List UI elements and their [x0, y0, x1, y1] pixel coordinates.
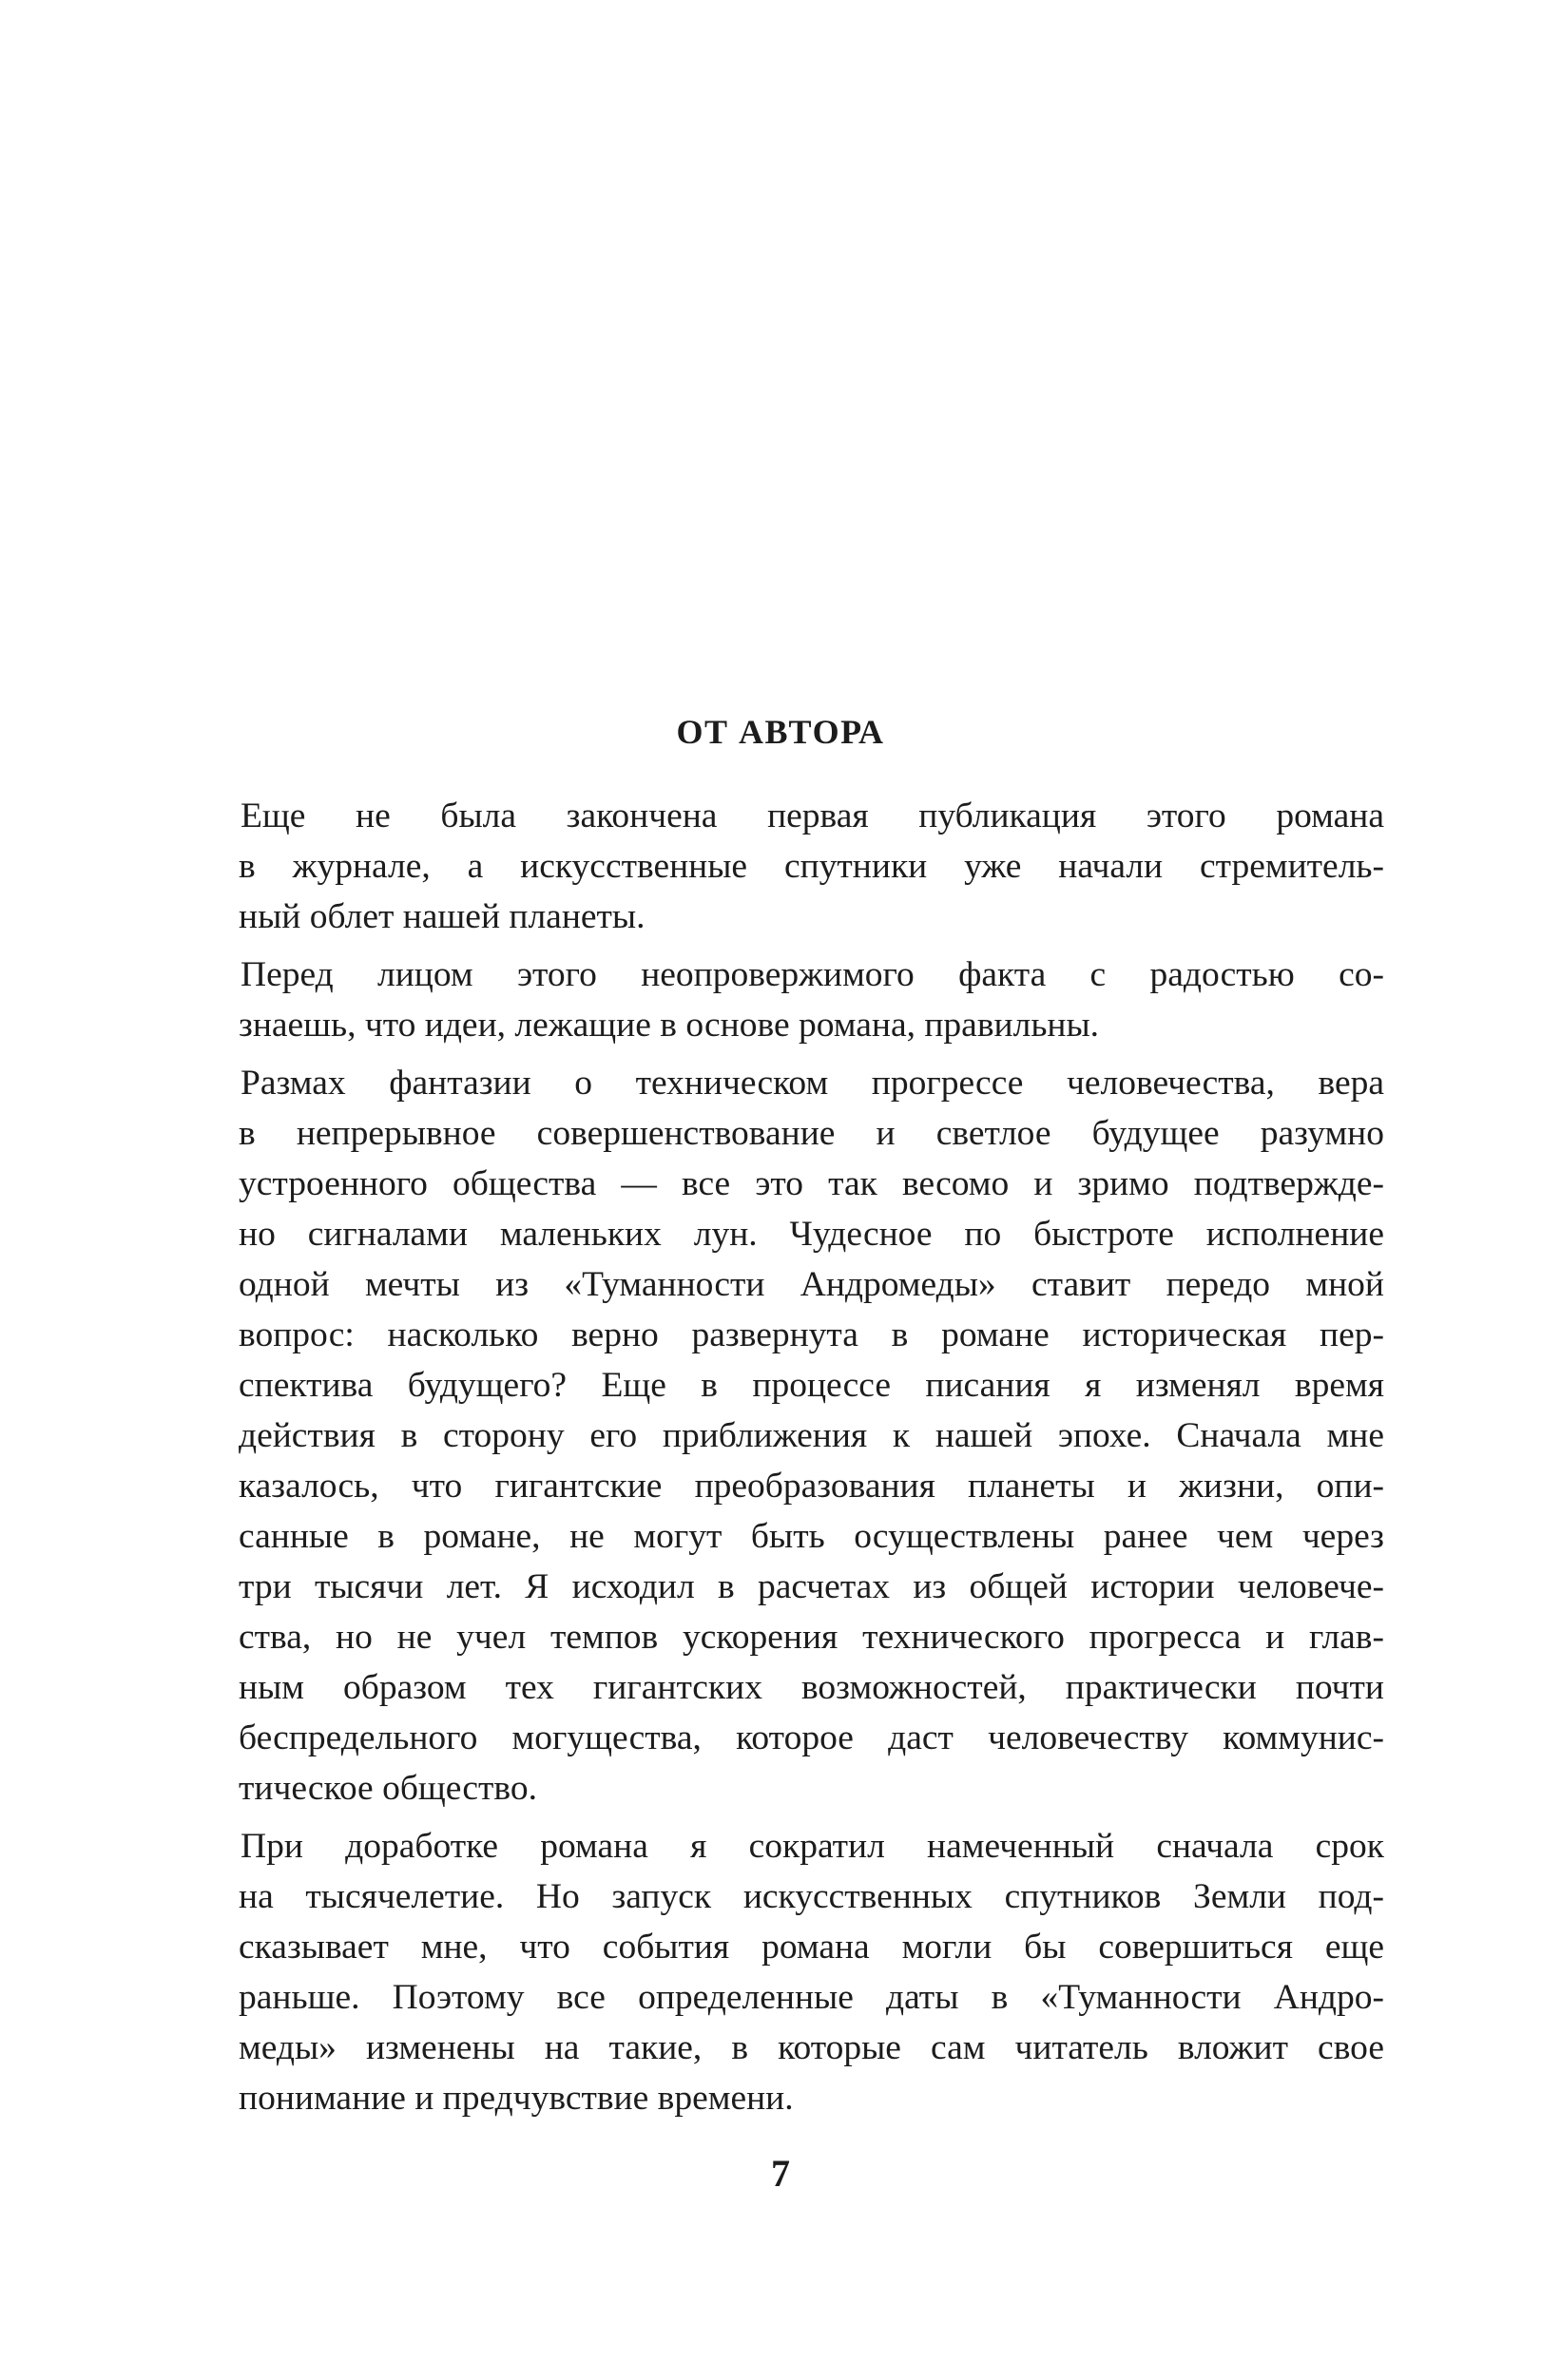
text-line: ства, но не учел темпов ускорения технического прогресса и глав- [239, 1618, 1384, 1657]
text-line: в журнале, а искусственные спутники уже начали стремитель- [239, 847, 1384, 886]
text-line: Еще не была закончена первая публикация этого романа [241, 797, 1384, 835]
text-line: При доработке романа я сократил намеченный сначала срок [241, 1827, 1384, 1866]
paragraph [239, 950, 1384, 1050]
text-line: в непрерывное совершенствование и светлое будущее разумно [239, 1114, 1384, 1153]
text-line: санные в романе, не могут быть осуществлены ранее чем через [239, 1517, 1384, 1556]
text-line: устроенного общества — все это так весомо и зримо подтвержде- [239, 1164, 1384, 1203]
paragraph [239, 1058, 1384, 1814]
body-text [239, 791, 1384, 2131]
text-line: одной мечты из «Туманности Андромеды» ставит передо мной [239, 1265, 1384, 1304]
text-line: сказывает мне, что события романа могли бы совершиться еще [239, 1928, 1384, 1967]
text-line: вопрос: насколько верно развернута в романе историческая пер- [239, 1315, 1384, 1354]
text-line: но сигналами маленьких лун. Чудесное по быстроте исполнение [239, 1215, 1384, 1254]
text-line: Перед лицом этого неопровержимого факта с радостью со- [241, 955, 1384, 994]
text-line: три тысячи лет. Я исходил в расчетах из общей истории человече- [239, 1567, 1384, 1606]
text-line: раньше. Поэтому все определенные даты в «Туманности Андро- [239, 1978, 1384, 2017]
text-line: тическое общество. [239, 1769, 537, 1808]
text-line: меды» изменены на такие, в которые сам читатель вложит свое [239, 2028, 1384, 2067]
text-line: ным образом тех гигантских возможностей, практически почти [239, 1668, 1384, 1707]
page-number: 7 [771, 2152, 790, 2195]
text-line: Размах фантазии о техническом прогрессе человечества, вера [241, 1064, 1384, 1103]
text-line: казалось, что гигантские преобразования планеты и жизни, опи- [239, 1467, 1384, 1506]
text-line: на тысячелетие. Но запуск искусственных спутников Земли под- [239, 1877, 1384, 1916]
text-line: знаешь, что идеи, лежащие в основе романа, правильны. [239, 1006, 1100, 1045]
chapter-heading: ОТ АВТОРА [676, 713, 885, 751]
text-line: понимание и предчувствие времени. [239, 2079, 794, 2118]
text-line: беспредельного могущества, которое даст человечеству коммунис- [239, 1718, 1384, 1757]
text-line: ный облет нашей планеты. [239, 897, 646, 936]
text-line: действия в сторону его приближения к нашей эпохе. Сначала мне [239, 1416, 1384, 1455]
text-line: спектива будущего? Еще в процессе писания я изменял время [239, 1366, 1384, 1405]
paragraph [239, 791, 1384, 942]
paragraph [239, 1821, 1384, 2123]
